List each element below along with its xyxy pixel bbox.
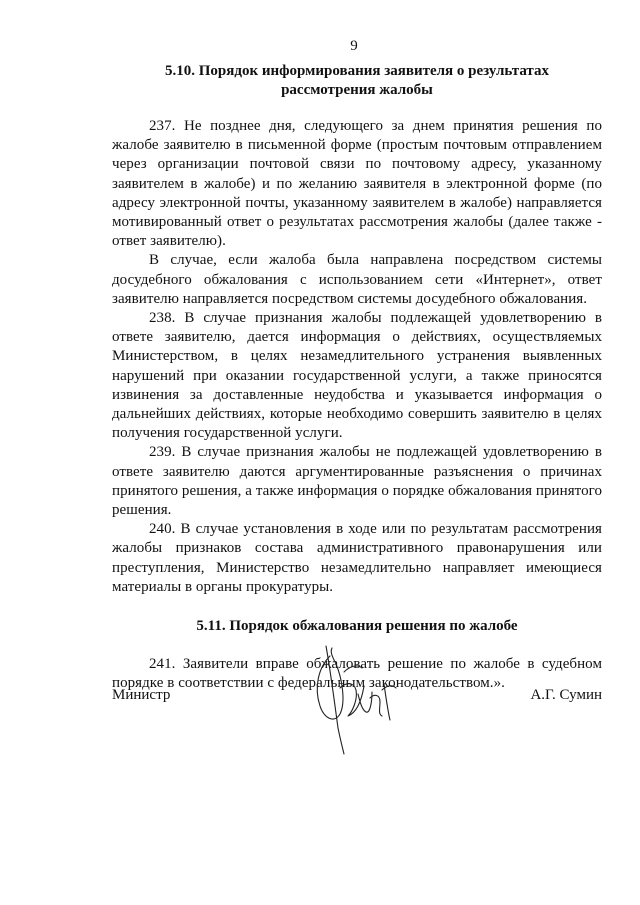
paragraph-240: 240. В случае установления в ходе или по результатам рассмотрения жалобы признаков состава административного правонарушения или преступления, Министерство незамедлительно направляет имеющиеся материалы в органы прокуратуры.	[112, 521, 602, 595]
section-heading-5-11: 5.11. Порядок обжалования решения по жалобе	[196, 618, 518, 635]
paragraph-239: 239. В случае признания жалобы не подлежащей удовлетворению в ответе заявителю даются аргументированные разъяснения о причинах принятого решения, а также информация о порядке обжалования принятого решения.	[112, 444, 602, 519]
signatory-name: А.Г. Сумин	[530, 687, 602, 703]
section-heading-5-10-line1: 5.10. Порядок информирования заявителя о результатах	[165, 63, 549, 79]
paragraph-238: 238. В случае признания жалобы подлежащей удовлетворению в ответе заявителю, дается информация о действиях, осуществляемых Министерством, в целях незамедлительного устранения выявленных нарушений при оказании государственной услуги, а также приносятся извинения за доставленные неудобства и указывается информация о дальнейших действиях, которые необходимо совершить заявителю в целях получения государственной услуги.	[112, 310, 602, 442]
document-body	[112, 62, 602, 693]
paragraph-237: 237. Не позднее дня, следующего за днем принятия решения по жалобе заявителю в письменной форме (простым почтовым отправлением через организации почтовой связи по почтовому адресу, указанному заявителем в жалобе) и по желанию заявителя в электронной форме (по адресу электронной почты, указанному заявителем в жалобе) направляется мотивированный ответ о результатах рассмотрения жалобы (далее также - ответ заявителю).	[112, 118, 602, 250]
signatory-title: Министр	[112, 687, 171, 703]
signature-block	[112, 687, 602, 709]
section-heading-5-10-line2: рассмотрения жалобы	[281, 82, 433, 98]
paragraph-241: 241. Заявители вправе обжаловать решение по жалобе в судебном порядке в соответствии с федеральным законодательством.».	[112, 656, 602, 692]
page-number: 9	[350, 38, 358, 54]
paragraph-237-continued: В случае, если жалоба была направлена посредством системы досудебного обжалования с использованием сети «Интернет», ответ заявителю направляется посредством системы досудебного обжалования.	[112, 252, 602, 307]
section-heading-5-10	[112, 62, 602, 100]
